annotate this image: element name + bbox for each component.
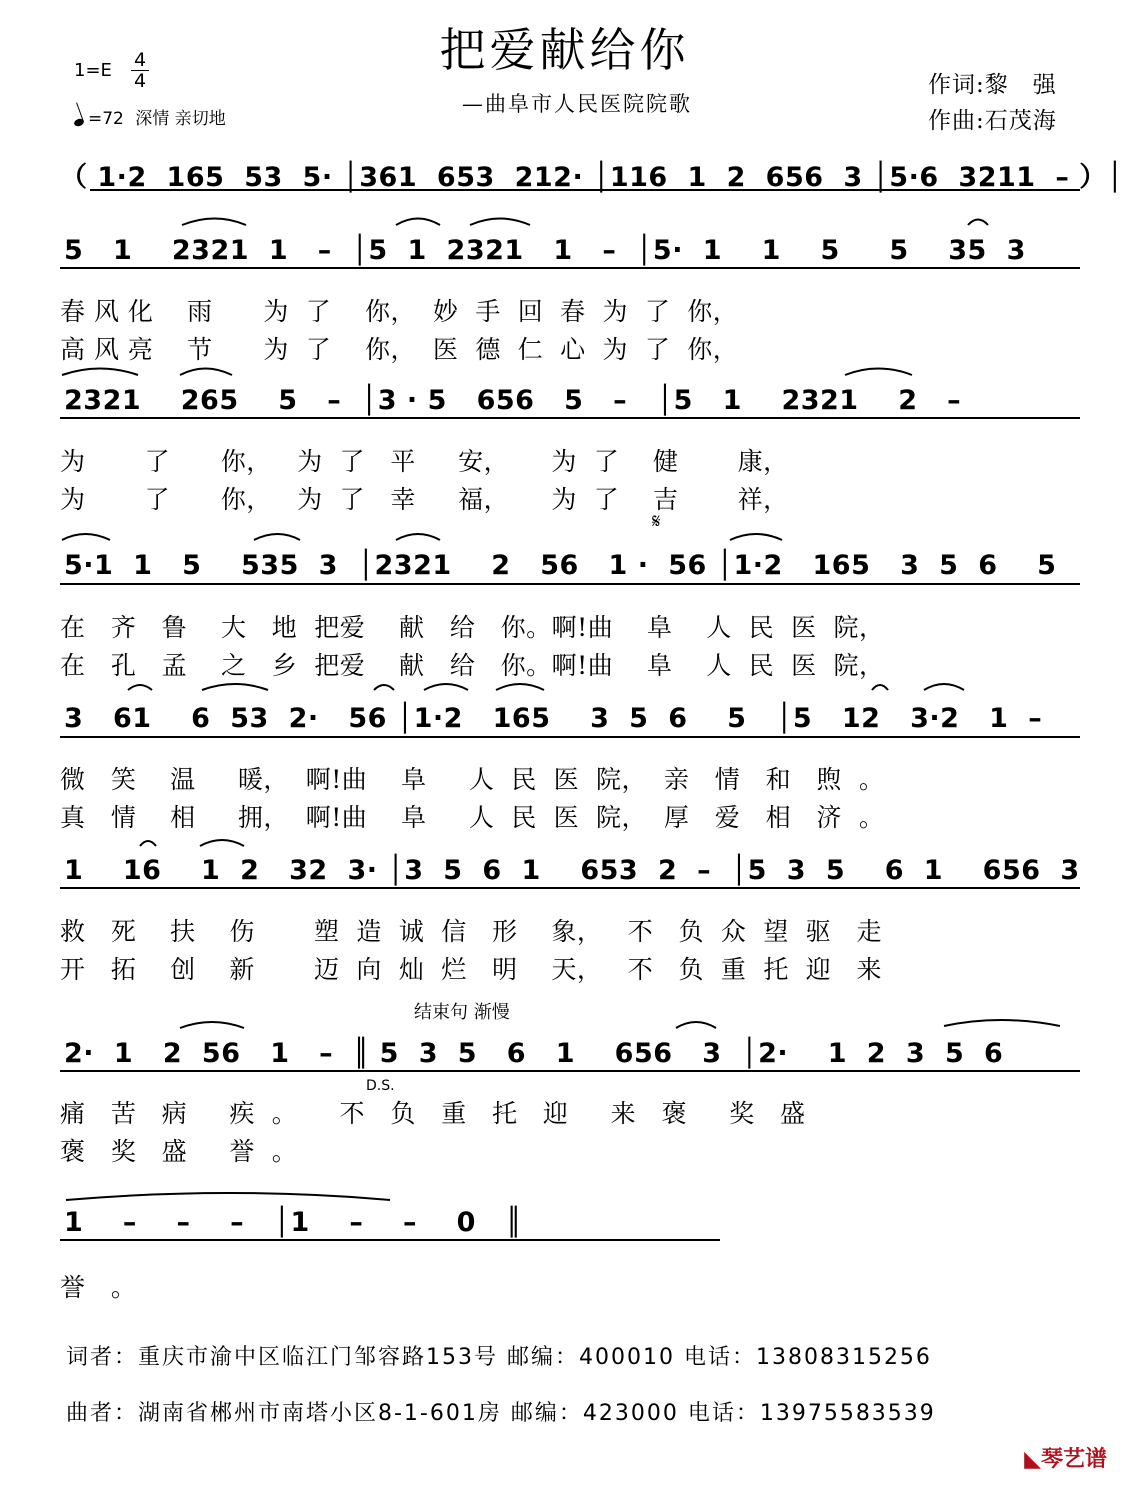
slur-7 <box>845 369 912 376</box>
time-top: 4 <box>133 49 147 71</box>
expression-marking: 深情 亲切地 <box>135 109 226 129</box>
score-row-4-notes: 5·1 1 5 535 3 │2321 2 56 1 · 56 │1·2 165 3 5 6 5 <box>64 550 1057 581</box>
logo-mark-icon: ◣ <box>1024 1447 1041 1472</box>
slur-8 <box>62 534 110 540</box>
score-row-6-lyric-2: 开 拓 创 新 迈 向 灿 烂 明 天， 不 负 重 托 迎 来 <box>60 955 883 984</box>
time-bottom: 4 <box>133 70 147 92</box>
dal-segno-marking: D.S. <box>366 1078 395 1094</box>
composer-credit: 作曲:石茂海 <box>928 108 1057 134</box>
song-title: 把爱献给你 <box>439 23 690 77</box>
composer-address: 曲者：湖南省郴州市南塔小区8-1-601房 邮编：423000 电话：13975583539 <box>66 1401 936 1426</box>
score-row-2-lyric-1: 春 风 化 雨 为 了 你， 妙 手 回 春 为 了 你， <box>60 297 739 326</box>
slur-11 <box>730 534 782 540</box>
tempo-value: =72 <box>88 109 124 129</box>
score-row-6-notes: 1 16 1 2 32 3· │3 5 6 1 653 2 – │5 3 5 6 1 656 3 <box>64 855 1080 886</box>
score-row-3-lyric-1: 为 了 你， 为 了 平 安， 为 了 健 康， <box>60 447 789 476</box>
slur-22 <box>676 1022 716 1028</box>
score-row-5-lyric-1: 微 笑 温 暖， 啊!曲 阜 人 民 医 院， 亲 情 和 煦 。 <box>60 765 885 794</box>
logo-text: 琴艺谱 <box>1040 1447 1107 1472</box>
slur-17 <box>872 685 888 690</box>
score-row-2-lyric-2: 高 风 亮 节 为 了 你， 医 德 仁 心 为 了 你， <box>60 335 739 364</box>
score-row-7-lyric-1: 痛 苦 病 疾 。 不 负 重 托 迎 来 褒 奖 盛 <box>60 1099 806 1128</box>
slur-1 <box>182 219 246 226</box>
slur-19 <box>140 841 156 846</box>
slur-20 <box>200 840 244 846</box>
slur-12 <box>128 685 152 690</box>
lyricist-address: 词者：重庆市渝中区临江门邹容路153号 邮编：400010 电话：13808315256 <box>66 1345 932 1370</box>
slur-24 <box>66 1193 390 1200</box>
slur-6 <box>180 369 232 376</box>
score-row-8-notes: 1 – – – │1 – – 0 ║ <box>64 1207 523 1238</box>
slur-15 <box>424 684 468 690</box>
score-row-intro: （ 1·2 165 53 5· │361 653 212· │116 1 2 656 3 │5·6 3211 – ）│ <box>60 162 1124 193</box>
slur-16 <box>496 684 544 690</box>
slur-5 <box>62 369 138 376</box>
score-row-7-lyric-2: 褒 奖 盛 誉 。 <box>60 1137 298 1166</box>
score-row-3-notes: 2321 265 5 – │3 · 5 656 5 – │5 1 2321 2 – <box>64 385 962 416</box>
score-row-8-lyric: 誉 。 <box>60 1273 137 1302</box>
lyricist-credit: 作词:黎 强 <box>928 72 1057 98</box>
score-row-7-notes: 2· 1 2 56 1 – ║ 5 3 5 6 1 656 3 │2· 1 2 3 5 6 <box>64 1038 1004 1069</box>
score-row-4-lyric-2: 在 孔 孟 之 乡 把爱 献 给 你。啊!曲 阜 人 民 医 院， <box>60 651 885 680</box>
slur-23 <box>944 1020 1060 1026</box>
slur-14 <box>374 685 394 690</box>
song-subtitle: —曲阜市人民医院院歌 <box>462 92 692 116</box>
score-row-5-lyric-2: 真 情 相 拥， 啊!曲 阜 人 民 医 院， 厚 爱 相 济 。 <box>60 803 885 832</box>
score-row-2-notes: 5 1 2321 1 – │5 1 2321 1 – │5· 1 1 5 5 35 3 <box>64 235 1026 266</box>
ending-marking: 结束句 渐慢 <box>414 1002 510 1023</box>
slur-2 <box>396 219 440 226</box>
segno-sign: 𝄋 <box>652 509 661 533</box>
slur-3 <box>470 219 530 226</box>
slur-9 <box>254 534 300 540</box>
slur-10 <box>396 534 440 540</box>
slur-18 <box>924 684 964 690</box>
key-signature: 1=E <box>74 60 112 81</box>
site-logo <box>1024 1442 1107 1473</box>
slur-21 <box>180 1022 244 1028</box>
slur-13 <box>202 684 268 690</box>
score-row-3-lyric-2: 为 了 你， 为 了 幸 福， 为 了 吉 祥， <box>60 485 789 514</box>
slur-4 <box>968 220 988 226</box>
score-row-6-lyric-1: 救 死 扶 伤 塑 造 诚 信 形 象， 不 负 众 望 驱 走 <box>60 917 883 946</box>
score-row-4-lyric-1: 在 齐 鲁 大 地 把爱 献 给 你。啊!曲 阜 人 民 医 院， <box>60 613 885 642</box>
score-row-5-notes: 3 61 6 53 2· 56 │1·2 165 3 5 6 5 │5 12 3·2 1 – <box>64 703 1043 734</box>
